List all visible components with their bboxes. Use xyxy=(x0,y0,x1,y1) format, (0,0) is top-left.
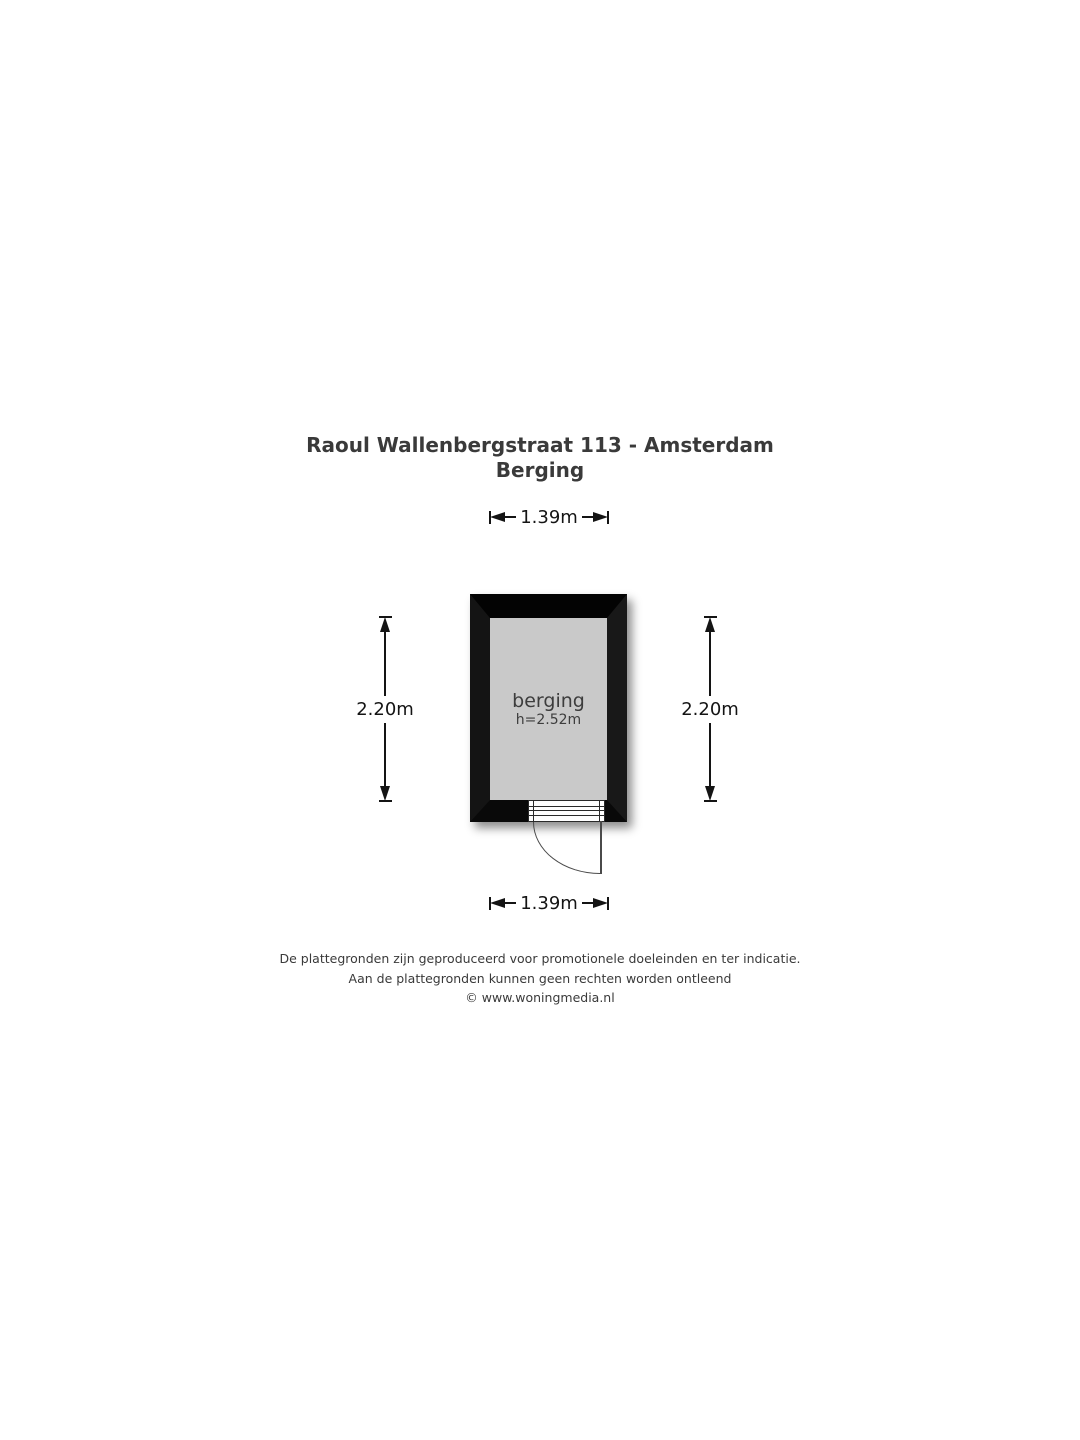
arrow-right-icon xyxy=(593,898,608,908)
dimension-line xyxy=(384,632,386,696)
door-frame-line xyxy=(529,810,604,811)
dimension-label: 1.39m xyxy=(520,506,578,528)
arrow-down-icon xyxy=(705,786,715,801)
dimension-line xyxy=(709,723,711,787)
page-title: Raoul Wallenbergstraat 113 - Amsterdam xyxy=(306,433,774,457)
arrow-up-icon xyxy=(380,617,390,632)
dimension-label: 2.20m xyxy=(356,698,414,720)
dimension-height-left xyxy=(345,616,425,802)
room-ceiling-height-label: h=2.52m xyxy=(515,711,582,728)
arrow-up-icon xyxy=(705,617,715,632)
dimension-line xyxy=(582,516,593,518)
arrow-left-icon xyxy=(490,898,505,908)
arrow-right-icon xyxy=(593,512,608,522)
dimension-width-bottom xyxy=(489,892,609,914)
page-subtitle: Berging xyxy=(495,458,585,482)
dimension-line xyxy=(505,516,516,518)
dimension-end-tick xyxy=(704,800,717,802)
dimension-end-tick xyxy=(607,511,609,524)
arrow-down-icon xyxy=(380,786,390,801)
door-jamb-right xyxy=(599,801,600,821)
door-frame-line xyxy=(529,815,604,816)
dimension-width-top xyxy=(489,506,609,528)
disclaimer-line-2: Aan de plattegronden kunnen geen rechten worden ontleend xyxy=(348,970,732,986)
dimension-line xyxy=(582,902,593,904)
dimension-line xyxy=(384,723,386,787)
dimension-height-right xyxy=(670,616,750,802)
disclaimer-line-3: © www.woningmedia.nl xyxy=(465,990,615,1005)
disclaimer-line-1: De plattegronden zijn geproduceerd voor promotionele doeleinden en ter indicatie. xyxy=(279,951,801,966)
dimension-label: 2.20m xyxy=(681,698,739,720)
arrow-left-icon xyxy=(490,512,505,522)
door-jamb-left xyxy=(533,801,534,821)
title-block xyxy=(0,433,1080,483)
dimension-end-tick xyxy=(379,800,392,802)
door-swing-arc xyxy=(533,822,600,874)
door-threshold xyxy=(528,800,605,822)
dimension-line xyxy=(709,632,711,696)
dimension-end-tick xyxy=(607,897,609,910)
floorplan-room-berging xyxy=(470,594,627,822)
door-leaf xyxy=(600,821,602,874)
door-frame-line xyxy=(529,806,604,807)
dimension-line xyxy=(505,902,516,904)
room-name-label: berging xyxy=(512,689,585,712)
disclaimer-block xyxy=(0,949,1080,1008)
dimension-label: 1.39m xyxy=(520,892,578,914)
